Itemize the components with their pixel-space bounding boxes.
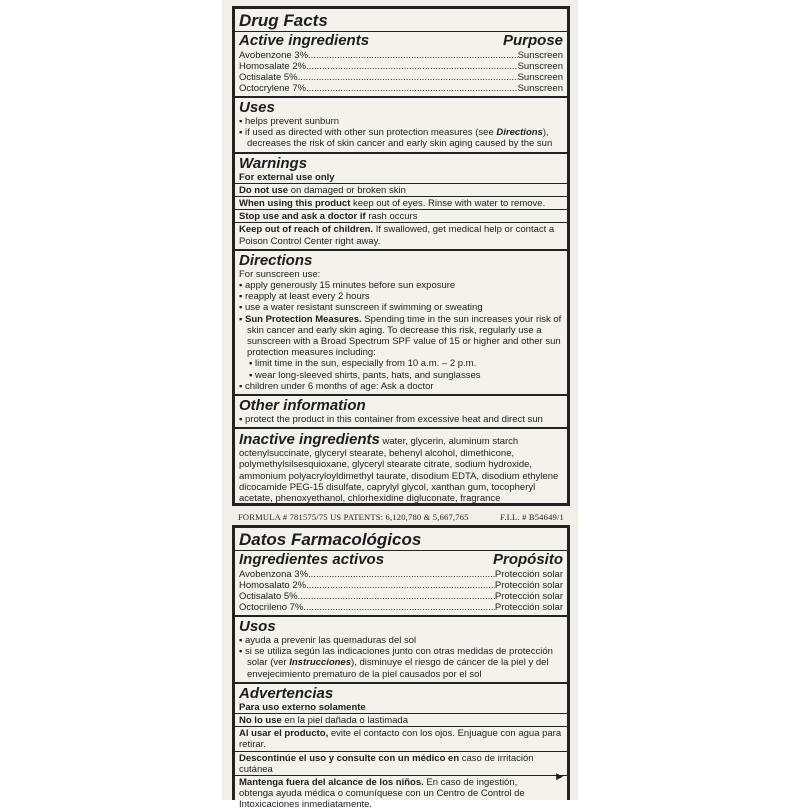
directions-title: Directions [239,251,313,269]
directions-intro: For sunscreen use: [239,268,321,280]
ingredient-name: Octisalate 5% [239,72,298,83]
purpose-label: Purpose [502,32,563,49]
other-information-title: Other information [239,397,366,415]
datos-farmacologicos-panel [232,525,570,811]
directions-section [235,251,567,396]
warning-stop-use: Stop use and ask a doctor if rash occurs [235,209,567,222]
ingrediente-name: Homosalato 2% [239,580,307,591]
advertencia-externo: Para uso externo solamente [239,701,366,713]
proposito-label: Propósito [493,551,563,568]
usos-item: ▪ si se utiliza según las indicaciones junto con otras medidas de protección solar (ver Instrucciones), disminuye el riesgo de cáncer de la piel y del envejecimiento prematuro de la piel causados por el sol [239,646,553,680]
ingredient-name: Homosalate 2% [239,61,307,72]
ingrediente-name: Octisalato 5% [239,591,298,602]
drug-facts-panel [232,6,570,506]
ingredient-purpose: Sunscreen [517,50,563,61]
usos-item: ▪ ayuda a prevenir las quemaduras del sol [239,635,417,646]
warnings-section [235,154,567,251]
directions-subitem: ▪ limit time in the sun, especially from 10 a.m. – 2 p.m. [249,358,477,370]
ingrediente-name: Octocrileno 7% [239,602,304,613]
advertencia-no-use: No lo use en la piel dañada o lastimada [235,713,567,726]
active-ingredients-label: Active ingredients [239,32,370,49]
advertencia-mantenga: Mantenga fuera del alcance de los niños. En caso de ingestión, obtenga ayuda médica o comuníquese con un Centro de Control de Intoxicaciones inmediatamente. [235,775,567,811]
uses-item: ▪ if used as directed with other sun protection measures (see Directions), decreases the risk of skin cancer and early skin aging caused by the sun [239,127,553,150]
ingredient-name: Octocrylene 7% [239,83,307,94]
directions-item: ▪ Sun Protection Measures. Spending time in the sun increases your risk of skin cancer and early skin aging. To decrease this risk, regularly use a sunscreen with a Broad Spectrum SPF value of 15 or higher and other sun protection measures including: [239,313,562,359]
uses-title: Uses [239,99,275,116]
advertencia-descontinue: Descontinúe el uso y consulte con un médico en caso de irritación cutánea [235,751,567,775]
usos-section [235,617,567,684]
ingredient-purpose: Sunscreen [517,83,563,94]
advertencias-section [235,684,567,811]
ingrediente-row [239,569,563,580]
ingrediente-name: Avobenzona 3% [239,569,309,580]
continue-arrow-icon: ▶ [556,770,563,781]
ingredientes-activos-header [235,550,567,569]
other-information-section [235,396,567,429]
warning-keep-out: Keep out of reach of children. If swallowed, get medical help or contact a Poison Control Center right away. [235,222,567,246]
drug-facts-title: Drug Facts [239,11,328,30]
ingrediente-purpose: Protección solar [494,591,563,602]
ingredient-purpose: Sunscreen [517,72,563,83]
directions-item: ▪ reapply at least every 2 hours [239,291,370,303]
ingrediente-purpose: Protección solar [494,580,563,591]
ingrediente-purpose: Protección solar [494,602,563,613]
ingrediente-purpose: Protección solar [494,569,563,580]
uses-section [235,98,567,154]
ingredient-row [239,61,563,72]
inactive-ingredients-text: Inactive ingredients water, glycerin, aluminum starch octenylsuccinate, glyceryl stearate, behenyl alcohol, dimethicone, polymethylsilsesquioxane, glyceryl stearate citrate, sodium hydroxide, ammonium polyacryloyldimethyl taurate, disodium EDTA, disodium ethylene dicocamide PEG-15 disulfate, caprylyl glycol, xanthan gum, tocopheryl acetate, phenoxyethanol, chlorhexidine digluconate, fragrance [239,431,559,505]
ingredientes-activos-label: Ingredientes activos [239,551,385,568]
usos-title: Usos [239,618,276,635]
warning-do-not-use: Do not use on damaged or broken skin [235,183,567,196]
ingredient-name: Avobenzone 3% [239,50,309,61]
ingredient-row [239,72,563,83]
inactive-ingredients-section [235,429,567,506]
warning-external: For external use only [239,171,335,183]
advertencias-title: Advertencias [239,684,334,702]
active-ingredients-section [235,9,567,98]
advertencia-al-usar: Al usar el producto, evite el contacto con los ojos. Enjuague con agua para retirar. [235,726,567,750]
uses-item: ▪ helps prevent sunburn [239,116,340,127]
ingrediente-row [239,602,563,613]
directions-subitem: ▪ wear long-sleeved shirts, pants, hats, and sunglasses [249,369,481,381]
formula-line [238,512,564,522]
ingredientes-activos-section [235,528,567,617]
datos-title: Datos Farmacológicos [239,530,422,549]
warning-when-using: When using this product keep out of eyes. Rinse with water to remove. [235,196,567,209]
directions-item: ▪ apply generously 15 minutes before sun exposure [239,280,456,292]
active-ingredients-header [235,31,567,50]
formula-fil: F.I.L. # B54649/1 [500,512,564,522]
directions-item: ▪ use a water resistant sunscreen if swimming or sweating [239,302,483,314]
ingredient-row [239,83,563,94]
directions-item: ▪ children under 6 months of age: Ask a doctor [239,380,434,392]
warnings-title: Warnings [239,154,308,172]
ingrediente-row [239,591,563,602]
ingrediente-row [239,580,563,591]
ingredient-purpose: Sunscreen [517,61,563,72]
formula-patents: FORMULA # 781575/75 US PATENTS: 6,120,780 & 5,667,765 [238,512,469,522]
other-information-item: ▪ protect the product in this container from excessive heat and direct sun [239,414,543,426]
ingredient-row [239,50,563,61]
